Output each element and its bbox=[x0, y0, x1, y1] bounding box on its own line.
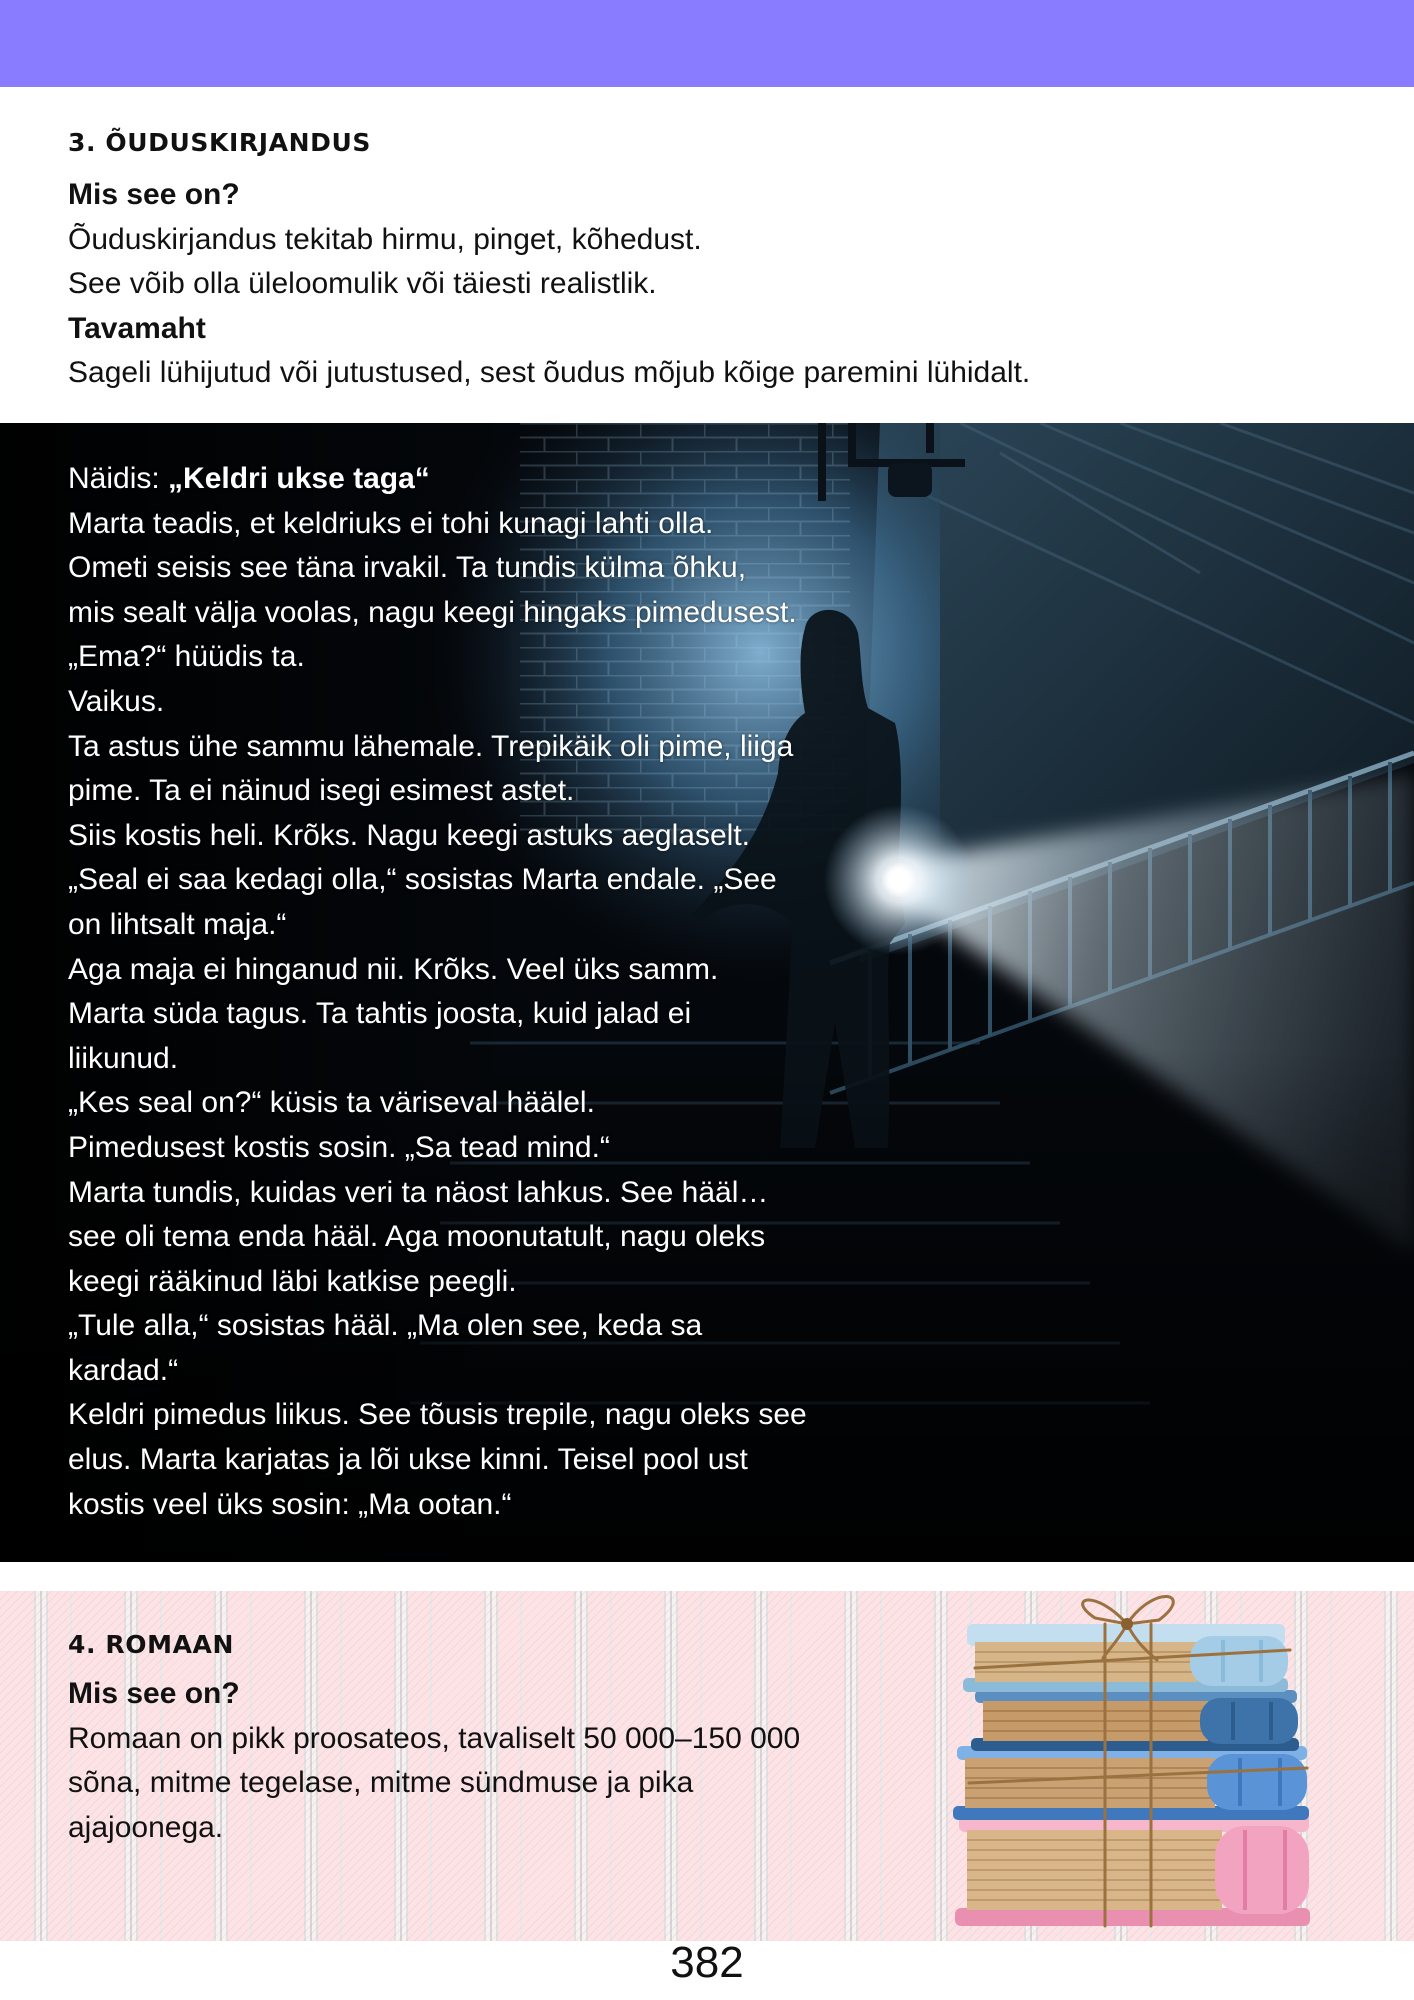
story-line: „Ema?“ hüüdis ta. bbox=[68, 640, 305, 674]
story-line: Marta süda tagus. Ta tahtis joosta, kuid jalad ei bbox=[68, 997, 692, 1031]
description-line: Romaan on pikk proosateos, tavaliselt 50 000–150 000 bbox=[68, 1721, 801, 1755]
story-line: „Tule alla,“ sosistas hääl. „Ma olen see, keda sa bbox=[68, 1309, 703, 1343]
story-line: Marta tundis, kuidas veri ta näost lahkus. See hääl… bbox=[68, 1175, 769, 1209]
typical-length-label: Tavamaht bbox=[68, 311, 206, 345]
story-line: kostis veel üks sosin: „Ma ootan.“ bbox=[68, 1487, 512, 1521]
description-line: Õuduskirjandus tekitab hirmu, pinget, kõhedust. bbox=[68, 222, 702, 256]
story-line: kardad.“ bbox=[68, 1353, 179, 1387]
section-heading-novel: 4. ROMAAN bbox=[68, 1630, 234, 1659]
what-is-it-label: Mis see on? bbox=[68, 178, 240, 211]
story-line: mis sealt välja voolas, nagu keegi hingaks pimedusest. bbox=[68, 595, 797, 629]
story-line: Vaikus. bbox=[68, 684, 165, 718]
page-number: 382 bbox=[670, 1938, 744, 1987]
what-is-it-label: Mis see on? bbox=[68, 1677, 240, 1710]
header-bar bbox=[0, 0, 1414, 87]
story-line: Aga maja ei hinganud nii. Krõks. Veel üks samm. bbox=[68, 952, 719, 986]
example-title-line bbox=[68, 457, 807, 502]
story-line: Marta teadis, et keldriuks ei tohi kunagi lahti olla. bbox=[68, 506, 714, 540]
story-line: „Kes seal on?“ küsis ta väriseval häälel. bbox=[68, 1086, 595, 1120]
section-body-horror bbox=[68, 173, 1030, 396]
story-line: „Seal ei saa kedagi olla,“ sosistas Marta endale. „See bbox=[68, 863, 777, 897]
section-body-novel bbox=[68, 1672, 800, 1850]
example-title: „Keldri ukse taga“ bbox=[168, 462, 430, 495]
story-line: see oli tema enda hääl. Aga moonutatult, nagu oleks bbox=[68, 1220, 766, 1254]
description-line: ajajoonega. bbox=[68, 1810, 224, 1844]
story-line: Ta astus ühe sammu lähemale. Trepikäik oli pime, liiga bbox=[68, 729, 794, 763]
story-line: elus. Marta karjatas ja lõi ukse kinni. Teisel pool ust bbox=[68, 1443, 748, 1477]
example-story bbox=[68, 457, 807, 1527]
story-line: liikunud. bbox=[68, 1041, 179, 1075]
story-line: Siis kostis heli. Krõks. Nagu keegi astuks aeglaselt. bbox=[68, 818, 750, 852]
story-line: pime. Ta ei näinud isegi esimest astet. bbox=[68, 774, 575, 808]
horror-scene-panel bbox=[0, 423, 1414, 1562]
story-line: on lihtsalt maja.“ bbox=[68, 907, 287, 941]
story-line: Pimedusest kostis sosin. „Sa tead mind.“ bbox=[68, 1130, 610, 1164]
story-line: keegi rääkinud läbi katkise peegli. bbox=[68, 1264, 517, 1298]
story-line: Keldri pimedus liikus. See tõusis trepile, nagu oleks see bbox=[68, 1398, 807, 1432]
example-label: Näidis: bbox=[68, 462, 160, 495]
story-line: Ometi seisis see täna irvakil. Ta tundis külma õhku, bbox=[68, 551, 747, 585]
description-line: sõna, mitme tegelase, mitme sündmuse ja pika bbox=[68, 1766, 694, 1800]
section-heading-horror: 3. ÕUDUSKIRJANDUS bbox=[68, 128, 371, 157]
typical-length-text: Sageli lühijutud või jutustused, sest õudus mõjub kõige paremini lühidalt. bbox=[68, 356, 1031, 390]
books-illustration bbox=[945, 1578, 1325, 1938]
description-line: See võib olla üleloomulik või täiesti realistlik. bbox=[68, 267, 657, 301]
